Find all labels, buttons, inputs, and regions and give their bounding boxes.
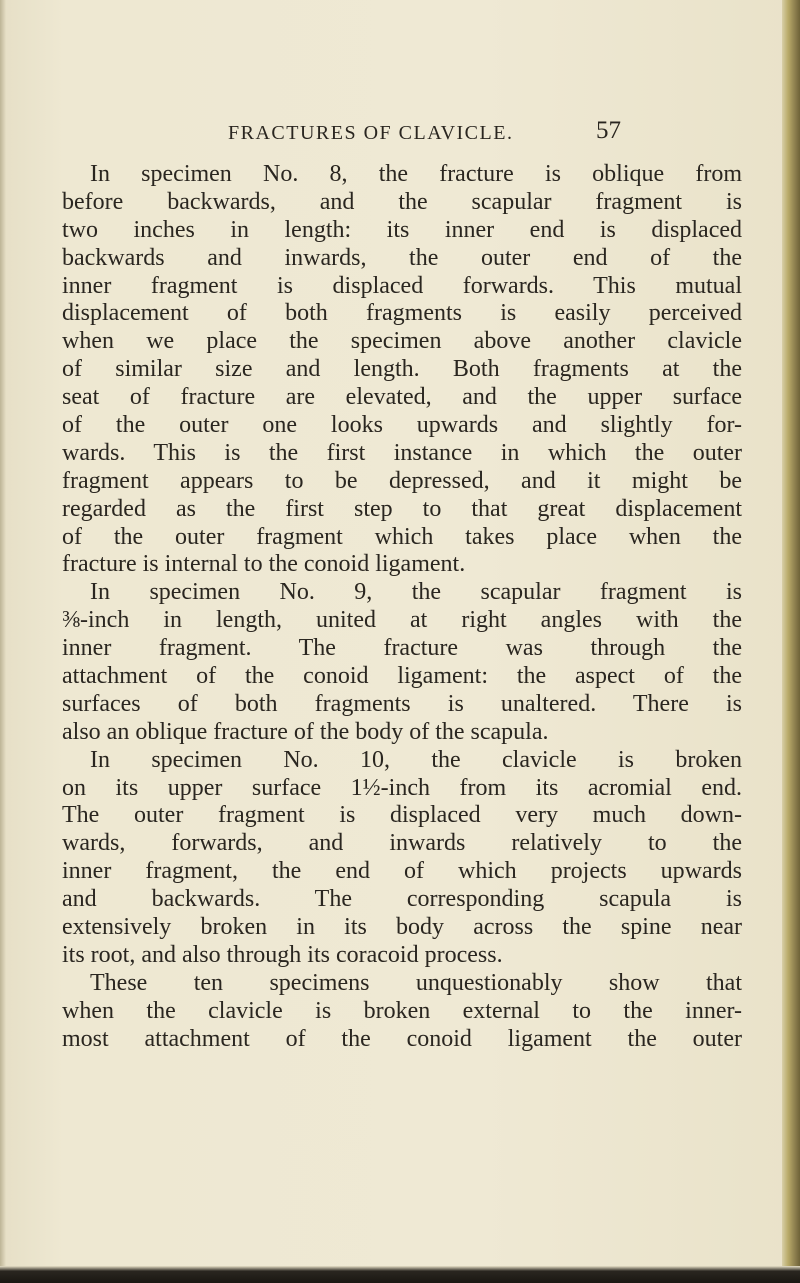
- paragraph-specimen-8: [62, 161, 742, 579]
- text-line: when the clavicle is broken external to the inner-: [62, 997, 742, 1024]
- page-number: 57: [596, 117, 621, 144]
- text-line: These ten specimens unquestionably show that: [90, 969, 742, 996]
- text-line: of similar size and length. Both fragments at the: [62, 356, 742, 383]
- text-line: inner fragment. The fracture was through the: [62, 635, 742, 662]
- text-line: when we place the specimen above another clavicle: [62, 328, 742, 355]
- text-line: regarded as the first step to that great displacement: [62, 495, 742, 522]
- text-line: of the outer one looks upwards and slightly for-: [62, 412, 742, 439]
- page-header: [0, 117, 800, 147]
- text-line: surfaces of both fragments is unaltered. There is: [62, 690, 742, 717]
- page-edge-binding: [782, 0, 800, 1283]
- running-head: FRACTURES OF CLAVICLE.: [228, 122, 514, 144]
- text-line: two inches in length: its inner end is displaced: [62, 216, 742, 243]
- text-line: displacement of both fragments is easily perceived: [62, 300, 742, 327]
- text-line: attachment of the conoid ligament: the aspect of the: [62, 663, 742, 690]
- text-line: before backwards, and the scapular fragment is: [62, 188, 742, 215]
- text-line: backwards and inwards, the outer end of the: [62, 244, 742, 271]
- text-line: on its upper surface 1½-inch from its acromial end.: [62, 774, 742, 801]
- text-line: In specimen No. 9, the scapular fragment is: [90, 579, 742, 606]
- text-line: and backwards. The corresponding scapula is: [62, 886, 742, 913]
- bottom-edge-shadow: [0, 1266, 800, 1283]
- text-line: fracture is internal to the conoid ligament.: [62, 551, 466, 578]
- text-line: extensively broken in its body across the spine near: [62, 914, 742, 941]
- body-text: [62, 161, 742, 1054]
- text-line: most attachment of the conoid ligament the outer: [62, 1025, 742, 1052]
- text-line: In specimen No. 8, the fracture is oblique from: [90, 161, 742, 187]
- text-line: In specimen No. 10, the clavicle is broken: [90, 746, 742, 773]
- page-gutter-shadow: [0, 0, 6, 1283]
- text-line: inner fragment, the end of which projects upwards: [62, 858, 742, 885]
- paragraph-specimen-10: [62, 747, 742, 970]
- text-line: seat of fracture are elevated, and the upper surface: [62, 384, 742, 411]
- text-line: wards. This is the first instance in which the outer: [62, 439, 742, 466]
- text-line: also an oblique fracture of the body of the scapula.: [62, 718, 549, 745]
- text-line: wards, forwards, and inwards relatively to the: [62, 830, 742, 857]
- paragraph-specimen-9: [62, 579, 742, 746]
- text-line: inner fragment is displaced forwards. This mutual: [62, 272, 742, 299]
- text-line: The outer fragment is displaced very much down-: [62, 802, 742, 829]
- paragraph-summary: [62, 970, 742, 1054]
- text-line: ⅜-inch in length, united at right angles with the: [62, 607, 742, 634]
- text-line: fragment appears to be depressed, and it might be: [62, 467, 742, 494]
- text-line: of the outer fragment which takes place when the: [62, 523, 742, 550]
- text-line: its root, and also through its coracoid process.: [62, 941, 503, 968]
